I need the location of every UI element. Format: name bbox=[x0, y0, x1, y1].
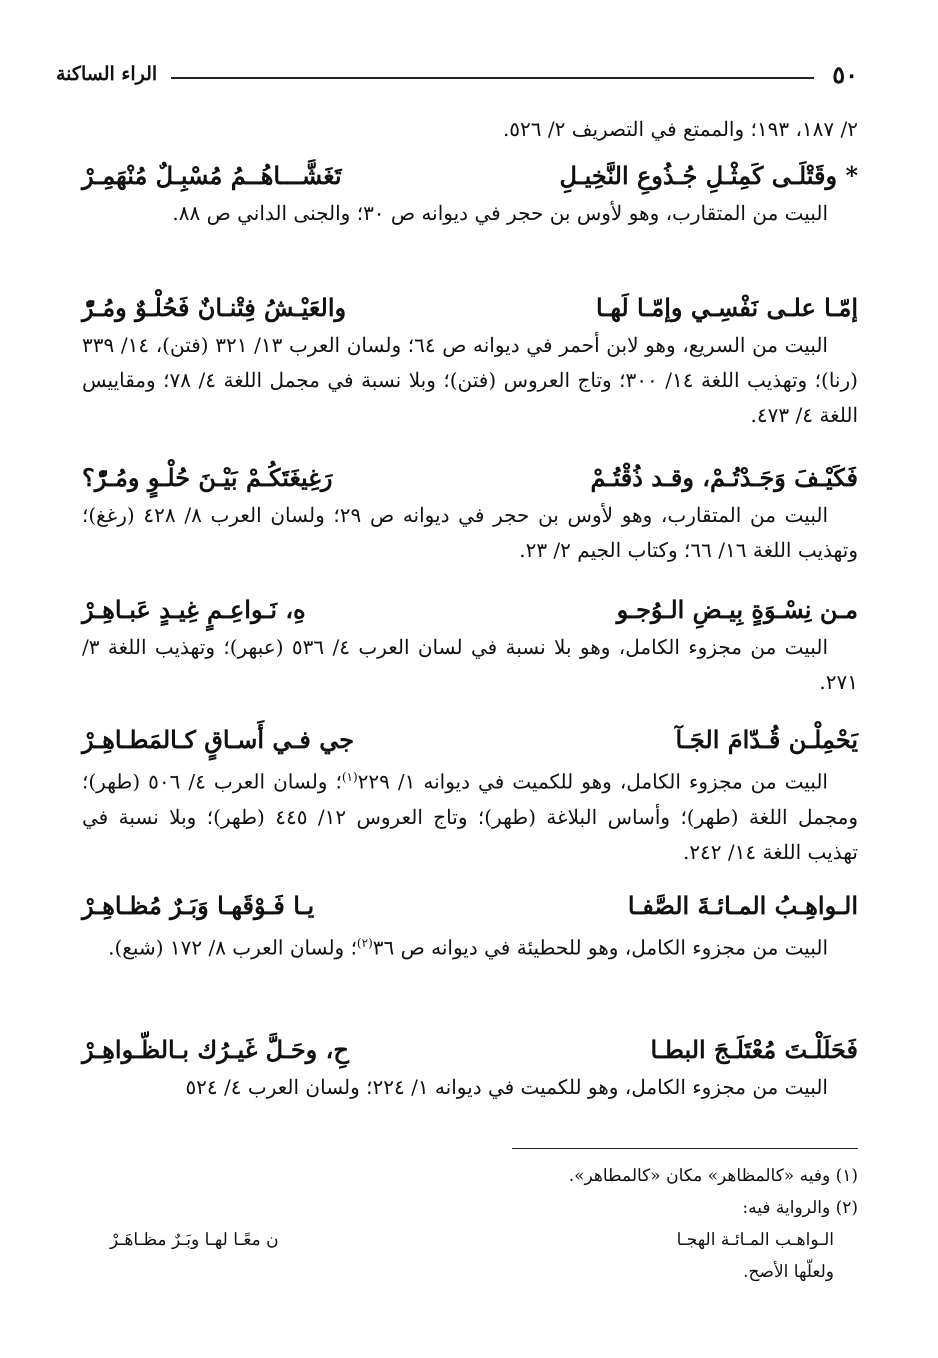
commentary bbox=[82, 760, 858, 870]
verse bbox=[82, 886, 858, 926]
verse-second-hemistich: والعَيْـشُ فِتْنـانٌ فَحُلْـوٌ ومُـرّْ bbox=[82, 293, 347, 322]
commentary-part: ؛ ولسان العرب ٤/ ٥٠٦ (طهر)؛ ومجمل اللغة (طهر)؛ وأساس البلاغة (طهر)؛ وتاج العروس ١٢/ ٤٤٥ (طهر)؛ وبلا نسبة في تهذيب اللغة ١٤/ ٢٤٢. bbox=[82, 769, 858, 864]
footnote-verse-second-hemistich: ن معًـا لهـا وبَـرٌ مظـاهَـرْ bbox=[110, 1230, 279, 1250]
entry-6 bbox=[82, 886, 858, 966]
footnote-2-verse bbox=[100, 1224, 858, 1256]
page-number: ٥٠ bbox=[832, 59, 858, 89]
continuation-text bbox=[82, 112, 858, 147]
commentary: البيت من مجزوء الكامل، وهو بلا نسبة في لسان العرب ٤/ ٥٣٦ (عبهر)؛ وتهذيب اللغة ٣/ ٢٧١. bbox=[82, 635, 858, 694]
entry-1 bbox=[82, 156, 858, 231]
verse-second-hemistich: هِ، نَـواعِـمٍ غِيـدٍ عَبـاهِـرْ bbox=[82, 595, 306, 624]
commentary: البيت من السريع، وهو لابن أحمر في ديوانه ص ٦٤؛ ولسان العرب ١٣/ ٣٢١ (فتن)، ١٤/ ٣٣٩ (رنا)؛ وتهذيب اللغة ١٤/ ٣٠٠؛ وتاج العروس (فتن)؛ وبلا نسبة في مجمل اللغة ٤/ ٧٨؛ ومقاييس اللغة ٤/ ٤٧٣. bbox=[82, 333, 858, 427]
footnote-2-note: ولعلّها الأصح. bbox=[743, 1262, 834, 1282]
entry-7 bbox=[82, 1030, 858, 1105]
footnote-rule bbox=[512, 1148, 858, 1149]
commentary: البيت من المتقارب، وهو لأوس بن حجر في ديوانه ص ٢٩؛ ولسان العرب ٨/ ٤٢٨ (رغغ)؛ وتهذيب اللغة ١٦/ ٦٦؛ وكتاب الجيم ٢/ ٢٣. bbox=[82, 503, 858, 562]
commentary-part: البيت من مجزوء الكامل، وهو للكميت في ديوانه ١/ ٢٢٩ bbox=[357, 769, 828, 794]
verse bbox=[82, 590, 858, 630]
header-rule bbox=[171, 77, 814, 79]
commentary bbox=[82, 926, 858, 966]
verse-second-hemistich: جي فـي أَسـاقٍ كـالمَطـاهِـرْ bbox=[82, 725, 355, 754]
commentary-part: البيت من مجزوء الكامل، وهو للحطيئة في ديوانه ص ٣٦ bbox=[372, 935, 828, 960]
footnotes bbox=[100, 1160, 858, 1288]
footnote-mark-1: (١) bbox=[341, 770, 358, 784]
verse-first-hemistich: مـن نِسْـوَةٍ بِيـضِ الـوُجـو bbox=[616, 595, 858, 624]
verse bbox=[82, 720, 858, 760]
footnote-1: (١) وفيه «كالمظاهر» مكان «كالمطاهر». bbox=[568, 1166, 858, 1186]
page-header bbox=[56, 58, 858, 90]
verse-second-hemistich: تَغَشَّـــاهُــمُ مُسْبِـلٌ مُنْهَمِـرْ bbox=[82, 161, 342, 190]
verse-second-hemistich: رَغِيغَتَكُـمْ بَيْـنَ حُلْـوٍ ومُـرّْ؟ bbox=[82, 463, 333, 492]
running-title: الراء الساكنة bbox=[56, 63, 158, 85]
footnote-mark-2: (٢) bbox=[356, 936, 373, 950]
footnote-verse-first-hemistich: الـواهـب المـائـة الهجـا bbox=[676, 1230, 834, 1250]
verse bbox=[82, 156, 858, 196]
verse-first-hemistich: يَحْمِلْـن قُـدّامَ الجَـآ bbox=[675, 725, 858, 754]
entry-2 bbox=[82, 288, 858, 433]
entry-4 bbox=[82, 590, 858, 700]
entry-5 bbox=[82, 720, 858, 870]
continuation-line: ٢/ ١٨٧، ١٩٣؛ والممتع في التصريف ٢/ ٥٢٦. bbox=[502, 117, 858, 141]
verse-first-hemistich: إمّـا علـى نَفْسِـي وإمّـا لَهـا bbox=[595, 293, 858, 322]
verse bbox=[82, 1030, 858, 1070]
verse bbox=[82, 458, 858, 498]
verse-first-hemistich: فَحَلَلْـتَ مُعْتَلَـجَ البطـا bbox=[650, 1035, 858, 1064]
entry-3 bbox=[82, 458, 858, 568]
footnote-2-intro: (٢) والرواية فيه: bbox=[742, 1198, 858, 1218]
commentary: البيت من مجزوء الكامل، وهو للكميت في ديوانه ١/ ٢٢٤؛ ولسان العرب ٤/ ٥٢٤ bbox=[185, 1075, 828, 1099]
commentary: البيت من المتقارب، وهو لأوس بن حجر في ديوانه ص ٣٠؛ والجنى الداني ص ٨٨. bbox=[172, 201, 828, 225]
verse bbox=[82, 288, 858, 328]
verse-first-hemistich: فَكَيْـفَ وَجَـدْتُـمْ، وقـد ذُقْتُـمْ bbox=[590, 463, 858, 492]
verse-first-hemistich: الـواهِـبُ المـائـةَ الصَّفـا bbox=[627, 891, 858, 920]
verse-first-hemistich: * وقَتْلَـى كَمِثْـلِ جُـذُوعِ النَّخِيـلِ bbox=[559, 161, 858, 190]
verse-second-hemistich: يـا فَـوْقَهـا وَبَـرٌ مُظـاهِـرْ bbox=[82, 891, 315, 920]
commentary-part: ؛ ولسان العرب ٨/ ١٧٢ (شبع). bbox=[108, 935, 357, 960]
verse-second-hemistich: حِ، وحَـلَّ غَيـرُك بـالظّـواهِـرْ bbox=[82, 1035, 349, 1064]
